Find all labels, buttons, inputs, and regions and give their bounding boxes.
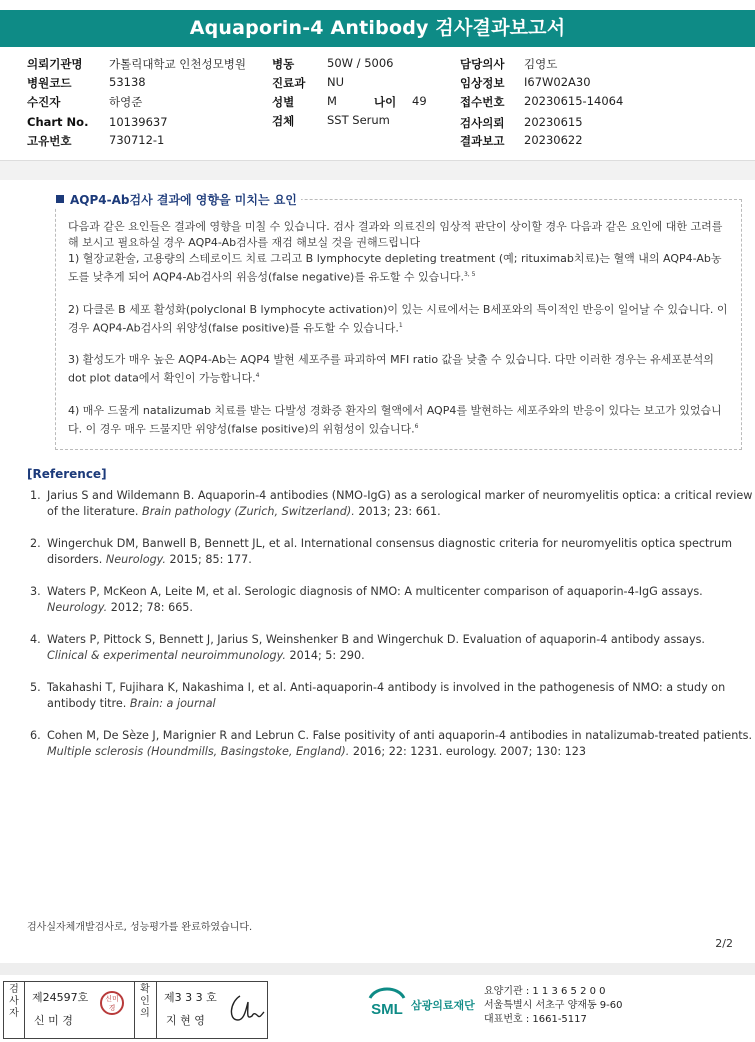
signature-divider <box>134 982 135 1038</box>
factors-heading-text: AQP4-Ab검사 결과에 영향을 미치는 요인 <box>70 193 297 207</box>
examiner-seal: 신미경 <box>100 991 124 1015</box>
factor-item-4 <box>68 403 728 438</box>
footer-note: 검사실자체개발검사로, 성능평가를 완료하였습니다. <box>27 922 253 933</box>
reference-text: Takahashi T, Fujihara K, Nakashima I, et al. Anti-aquaporin-4 antibody is involved in the pathogenesis of NMO: a study on antibody titre. <box>47 681 726 710</box>
reference-text: Jarius S and Wildemann B. Aquaporin-4 antibodies (NMO-IgG) as a serological marker of neuromyelitis optica: a critical review of the literature. <box>47 489 753 518</box>
reference-journal: Neurology. <box>47 601 108 614</box>
factors-heading <box>52 191 301 208</box>
factor-item-3 <box>68 352 728 387</box>
result-value: 20230622 <box>524 133 583 147</box>
org-address: 서울특별시 서초구 양재동 9-60 <box>484 1000 623 1011</box>
factor-item-2 <box>68 302 728 337</box>
reference-number: 5. <box>30 681 41 694</box>
footer-band <box>0 963 755 975</box>
dept-value: NU <box>327 75 345 89</box>
hospital-code-label: 병원코드 <box>27 76 72 90</box>
reference-number: 1. <box>30 489 41 502</box>
clinical-label: 임상정보 <box>460 76 505 90</box>
dept-label: 진료과 <box>272 76 306 90</box>
signature-divider <box>24 982 25 1038</box>
factor-item-4-text: 4) 매우 드물게 natalizumab 치료를 받는 다발성 경화증 환자의 혈액에서 AQP4를 발현하는 세포주와의 반응이 있다는 보고가 있었습니다. 이 경우 매우 드물지만 위양성(false positive)의 위험성이 있습니다. <box>68 403 722 436</box>
square-bullet-icon <box>56 195 64 203</box>
specimen-label: 검체 <box>272 114 295 128</box>
factor-item-2-sup: 1 <box>398 321 403 329</box>
factor-item-3-text: 3) 활성도가 매우 높은 AQP4-Ab는 AQP4 발현 세포주를 파괴하여 MFI ratio 값을 낮출 수 있습니다. 다만 이러한 경우는 유세포분석의 dot plot data에서 확인이 가능합니다. <box>68 353 714 385</box>
request-label: 검사의뢰 <box>460 116 505 130</box>
specimen-value: SST Serum <box>327 113 390 127</box>
receipt-label: 접수번호 <box>460 95 505 109</box>
org-code: 요양기관 : 1 1 3 6 5 2 0 0 <box>484 986 606 997</box>
doctor-value: 김영도 <box>524 57 558 71</box>
reference-text: Waters P, Pittock S, Bennett J, Jarius S, Weinshenker B and Wingerchuk D. Evaluation of aquaporin-4 antibody assays. <box>47 633 705 646</box>
reference-item <box>30 488 755 520</box>
id-value: 730712-1 <box>109 133 165 147</box>
reference-item <box>30 680 755 712</box>
reference-item <box>30 536 755 568</box>
reference-list <box>30 488 755 776</box>
factor-item-1-sup: 3, 5 <box>463 271 476 278</box>
reference-number: 6. <box>30 729 41 742</box>
factors-intro: 다음과 같은 요인들은 결과에 영향을 미칠 수 있습니다. 검사 결과와 의료진의 임상적 판단이 상이할 경우 다음과 같은 요인에 대한 고려를 해 보시고 필요하실 경우 AQP4-Ab검사를 재검 해보실 것을 권해드립니다 <box>68 220 723 249</box>
reference-item <box>30 584 755 616</box>
doctor-label: 담당의사 <box>460 57 505 71</box>
page-number: 2/2 <box>715 937 733 950</box>
reference-number: 2. <box>30 537 41 550</box>
hospital-value: 가톨릭대학교 인천성모병원 <box>109 57 246 71</box>
factor-item-4-sup: 6 <box>414 422 419 430</box>
chart-value: 10139637 <box>109 115 168 129</box>
age-value: 49 <box>412 94 427 108</box>
confirmer-license: 제3 3 3 호 <box>164 991 217 1004</box>
factor-item-1-text: 1) 혈장교환술, 고용량의 스테로이드 치료 그리고 B lymphocyte depleting treatment (예; rituximab치료)는 혈액 내의 AQP4-Ab농도를 낮추게 되어 AQP4-Ab검사의 위음성(false negative)를 유도할 수 있습니다. <box>68 252 722 284</box>
hospital-code-value: 53138 <box>109 75 146 89</box>
org-phone: 대표번호 : 1661-5117 <box>484 1014 587 1025</box>
sex-value: M <box>327 94 337 108</box>
org-info <box>484 985 623 1027</box>
reference-journal: Clinical & experimental neuroimmunology. <box>47 649 286 662</box>
chart-label: Chart No. <box>27 115 89 129</box>
ward-value: 50W / 5006 <box>327 56 394 70</box>
ward-label: 병동 <box>272 57 295 71</box>
patient-value: 하영준 <box>109 95 143 109</box>
reference-text: Cohen M, De Sèze J, Marignier R and Lebrun C. False positivity of anti aquaporin-4 antibodies in natalizumab-treated patients. <box>47 729 753 742</box>
confirmer-label: 확인의 <box>140 984 150 1019</box>
factors-text <box>68 219 728 454</box>
reference-journal: Neurology. <box>105 553 166 566</box>
factor-item-3-sup: 4 <box>255 372 260 380</box>
reference-item <box>30 728 755 760</box>
signature-box <box>3 981 268 1039</box>
hospital-label: 의뢰기관명 <box>27 57 83 71</box>
clinical-value: I67W02A30 <box>524 75 591 89</box>
reference-tail: 2013; 23: 661. <box>358 505 441 518</box>
examiner-name: 신 미 경 <box>34 1014 73 1027</box>
result-label: 결과보고 <box>460 134 505 148</box>
sml-logo-text: SML <box>371 1001 403 1018</box>
section-divider <box>0 160 755 180</box>
factor-item-2-text: 2) 다클론 B 세포 활성화(polyclonal B lymphocyte activation)이 있는 시료에서는 B세포와의 특이적인 반응이 일어날 수 있습니다. 이 경우 AQP4-Ab검사의 위양성(false positive)를 유도할 수 있습니다. <box>68 302 728 335</box>
request-value: 20230615 <box>524 115 583 129</box>
reference-text: Wingerchuk DM, Banwell B, Bennett JL, et al. International consensus diagnostic criteria for neuromyelitis optica spectrum disorders. <box>47 537 732 566</box>
reference-item <box>30 632 755 664</box>
receipt-value: 20230615-14064 <box>524 94 624 108</box>
foundation-name: 삼광의료재단 <box>411 999 475 1012</box>
patient-info <box>0 56 755 151</box>
reference-heading: [Reference] <box>27 467 107 481</box>
reference-number: 4. <box>30 633 41 646</box>
id-label: 고유번호 <box>27 134 72 148</box>
reference-journal: Brain pathology (Zurich, Switzerland). <box>142 505 355 518</box>
reference-tail: 2012; 78: 665. <box>110 601 193 614</box>
confirmer-name: 지 현 영 <box>166 1014 205 1027</box>
reference-tail: 2015; 85: 177. <box>169 553 252 566</box>
examiner-label: 검사자 <box>9 984 19 1019</box>
report-title: Aquaporin-4 Antibody 검사결과보고서 <box>0 10 755 47</box>
sml-logo-icon <box>366 984 408 1020</box>
reference-journal: Multiple sclerosis (Houndmills, Basingstoke, England). <box>47 745 350 758</box>
examiner-license: 제24597호 <box>32 991 89 1004</box>
reference-tail: 2014; 5: 290. <box>289 649 365 662</box>
reference-tail: 2016; 22: 1231. eurology. 2007; 130: 123 <box>352 745 587 758</box>
factor-item-1 <box>68 251 728 286</box>
reference-number: 3. <box>30 585 41 598</box>
signature-icon <box>226 990 266 1026</box>
signature-divider <box>156 982 157 1038</box>
patient-label: 수진자 <box>27 95 61 109</box>
reference-text: Waters P, McKeon A, Leite M, et al. Serologic diagnosis of NMO: A multicenter comparison of aquaporin-4-IgG assays. <box>47 585 703 598</box>
age-label: 나이 <box>374 95 397 109</box>
reference-journal: Brain: a journal <box>129 697 216 710</box>
sex-label: 성별 <box>272 95 295 109</box>
